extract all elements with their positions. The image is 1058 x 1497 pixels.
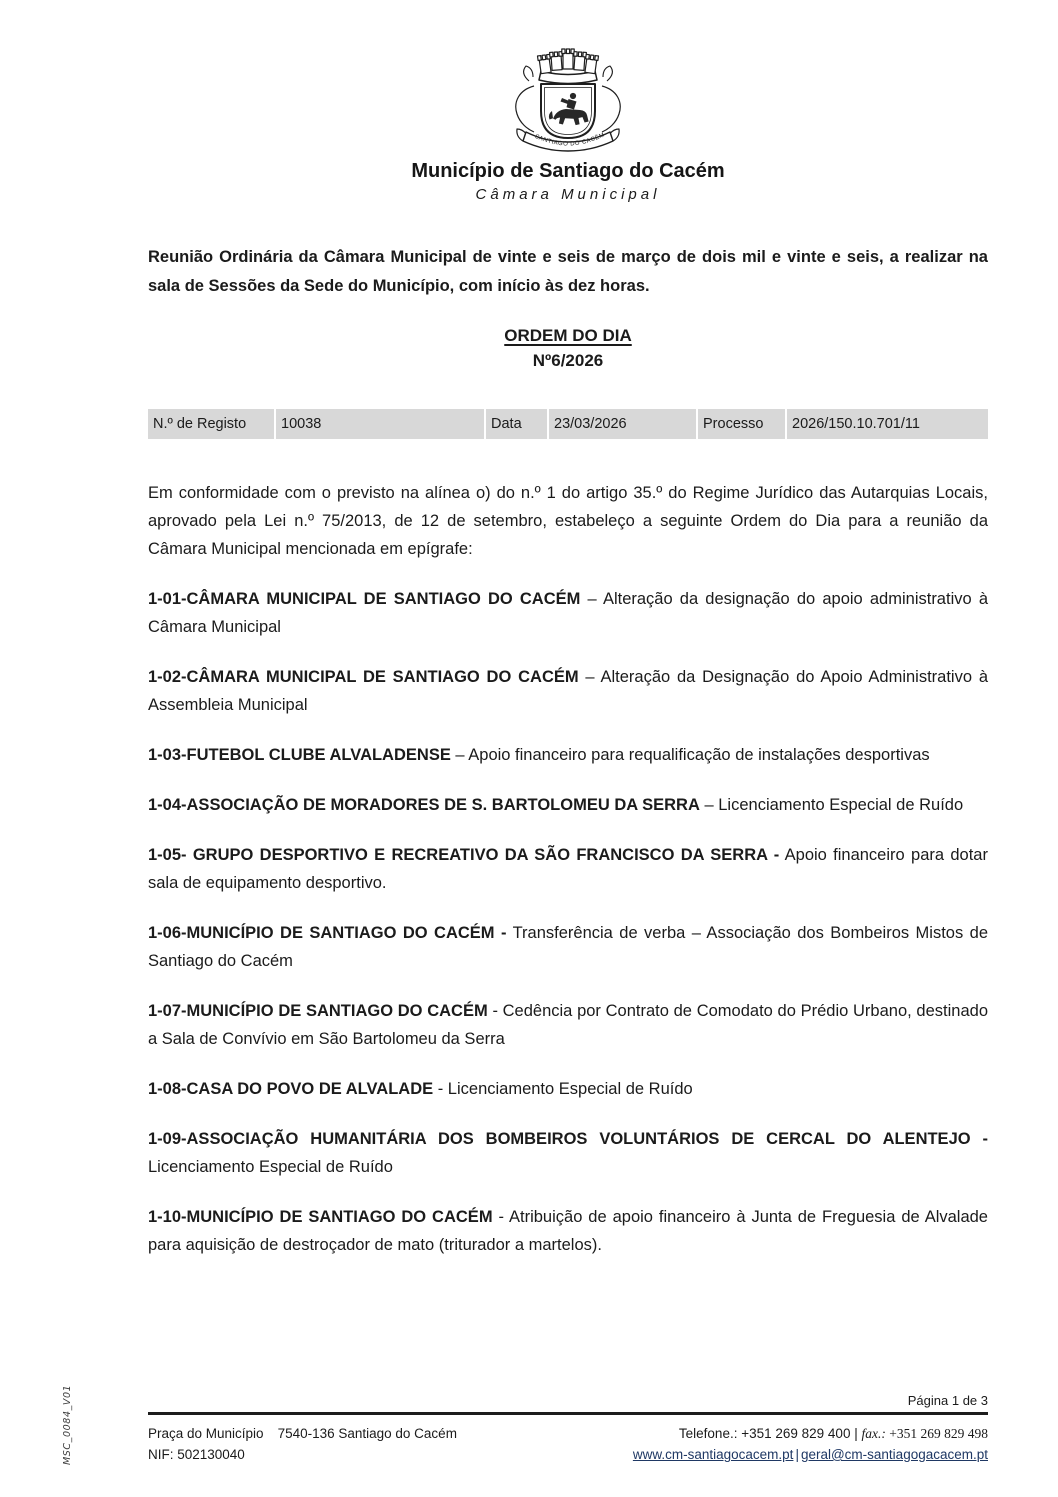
agenda-item-description: – Licenciamento Especial de Ruído (704, 796, 964, 814)
agenda-item-heading: 1-09-ASSOCIAÇÃO HUMANITÁRIA DOS BOMBEIROS VOLUNTÁRIOS DE CERCAL DO ALENTEJO - (148, 1130, 988, 1148)
agenda-item-heading: 1-03-FUTEBOL CLUBE ALVALADENSE (148, 746, 451, 764)
agenda-item-heading: 1-05- GRUPO DESPORTIVO E RECREATIVO DA SÃO FRANCISCO DA SERRA - (148, 846, 780, 864)
crest-banner-text: SANTIAGO DO CACÉM (533, 132, 606, 148)
agenda-item-1-05 (148, 841, 988, 897)
footer-address-name: Praça do Município (148, 1426, 264, 1441)
agenda-heading (148, 323, 988, 373)
agenda-item-description: – Alteração da designação do apoio administrativo à Câmara Municipal (148, 590, 988, 636)
footer-address-block (148, 1423, 457, 1465)
footer-fax-number: +351 269 829 498 (889, 1426, 988, 1441)
footer-phone-label: Telefone.: (678, 1426, 738, 1441)
agenda-item-description: Transferência de verba – Associação dos Bombeiros Mistos de Santiago do Cacém (148, 924, 988, 970)
agenda-title: ORDEM DO DIA (504, 326, 632, 345)
agenda-item-description: – Alteração da Designação do Apoio Administrativo à Assembleia Municipal (148, 668, 988, 714)
agenda-item-heading: 1-06-MUNICÍPIO DE SANTIAGO DO CACÉM - (148, 924, 507, 942)
page-indicator: Página 1 de 3 (907, 1393, 988, 1408)
registry-value-data: 23/03/2026 (549, 409, 696, 439)
footer-divider (148, 1412, 988, 1415)
footer-contact-separator: | (854, 1426, 858, 1441)
agenda-item-1-01 (148, 585, 988, 641)
footer-link-separator: | (795, 1447, 799, 1462)
footer-fax-label: fax.: (861, 1426, 886, 1441)
agenda-item-heading: 1-04-ASSOCIAÇÃO DE MORADORES DE S. BARTOLOMEU DA SERRA (148, 796, 700, 814)
document-content (148, 0, 988, 1259)
agenda-item-description: Apoio financeiro para dotar sala de equipamento desportivo. (148, 846, 988, 892)
agenda-item-description: - Cedência por Contrato de Comodato do Prédio Urbano, destinado a Sala de Convívio em São Bartolomeu da Serra (148, 1002, 988, 1048)
agenda-item-1-10 (148, 1203, 988, 1259)
meeting-announcement: Reunião Ordinária da Câmara Municipal de vinte e seis de março de dois mil e vinte e seis, a realizar na sala de Sessões da Sede do Município, com início às dez horas. (148, 248, 988, 295)
municipality-department: Câmara Municipal (475, 186, 661, 203)
agenda-item-heading: 1-10-MUNICÍPIO DE SANTIAGO DO CACÉM (148, 1208, 493, 1226)
agenda-item-1-02 (148, 663, 988, 719)
footer-contacts-block (633, 1423, 988, 1465)
agenda-item-heading: 1-01-CÂMARA MUNICIPAL DE SANTIAGO DO CACÉM (148, 590, 581, 608)
agenda-item-description: - Atribuição de apoio financeiro à Junta de Freguesia de Alvalade para aquisição de destroçador de mato (triturador a martelos). (148, 1208, 988, 1254)
registry-label-processo: Processo (698, 409, 785, 439)
footer-phone-number: +351 269 829 400 (741, 1426, 851, 1441)
agenda-item-description: - Licenciamento Especial de Ruído (437, 1080, 693, 1098)
agenda-item-1-08 (148, 1075, 988, 1103)
agenda-item-heading: 1-08-CASA DO POVO DE ALVALADE (148, 1080, 434, 1098)
footer-address-postal: 7540-136 Santiago do Cacém (277, 1426, 457, 1441)
agenda-item-description: – Apoio financeiro para requalificação de instalações desportivas (455, 746, 930, 764)
municipal-coat-of-arms-icon (493, 40, 643, 152)
agenda-item-1-03 (148, 741, 988, 769)
footer (148, 1423, 988, 1465)
registry-value-processo: 2026/150.10.701/11 (787, 409, 988, 439)
agenda-item-1-06 (148, 919, 988, 975)
agenda-item-1-09 (148, 1125, 988, 1181)
document-header (148, 0, 988, 205)
registry-bar (148, 409, 988, 439)
registry-value-registo: 10038 (276, 409, 484, 439)
footer-email-link[interactable]: geral@cm-santiagogacacem.pt (800, 1447, 988, 1462)
registry-label-registo: N.º de Registo (148, 409, 274, 439)
registry-label-data: Data (486, 409, 547, 439)
legal-preamble: Em conformidade com o previsto na alínea o) do n.º 1 do artigo 35.º do Regime Jurídico das Autarquias Locais, aprovado pela Lei n.º 75/2013, de 12 de setembro, estabeleço a seguinte Ordem do Dia para a reunião da Câmara Municipal mencionada em epígrafe: (148, 484, 988, 558)
footer-website-link[interactable]: www.cm-santiagocacem.pt (632, 1447, 794, 1462)
agenda-item-description: Licenciamento Especial de Ruído (148, 1158, 393, 1176)
agenda-item-1-07 (148, 997, 988, 1053)
municipality-name: Município de Santiago do Cacém (411, 160, 725, 182)
agenda-item-heading: 1-07-MUNICÍPIO DE SANTIAGO DO CACÉM (148, 1002, 488, 1020)
agenda-item-heading: 1-02-CÂMARA MUNICIPAL DE SANTIAGO DO CACÉM (148, 668, 579, 686)
agenda-number: Nº6/2026 (532, 351, 604, 370)
footer-nif: NIF: 502130040 (148, 1447, 245, 1462)
agenda-item-1-04 (148, 791, 988, 819)
document-template-code: MSC_0084_V01 (62, 1384, 73, 1465)
